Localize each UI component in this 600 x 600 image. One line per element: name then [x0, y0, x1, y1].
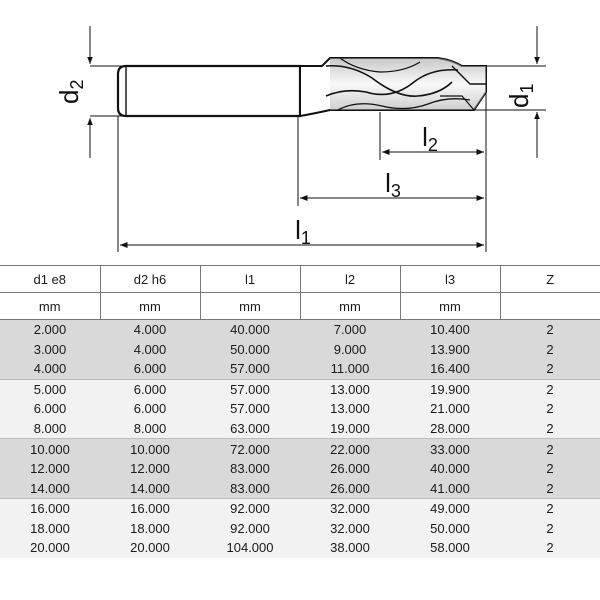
table-row [0, 359, 600, 379]
table-cell: 2 [500, 498, 600, 518]
unit-cell: mm [300, 293, 400, 320]
l3-label: l3 [385, 168, 401, 201]
table-cell: 40.000 [200, 320, 300, 340]
table-cell: 57.000 [200, 379, 300, 399]
table-cell: 26.000 [300, 459, 400, 479]
l2-label: l2 [422, 122, 438, 155]
table-cell: 50.000 [200, 340, 300, 360]
table-cell: 40.000 [400, 459, 500, 479]
d1-label: d1 [504, 83, 537, 108]
table-cell: 12.000 [0, 459, 100, 479]
table-cell: 57.000 [200, 399, 300, 419]
table-cell: 2 [500, 538, 600, 558]
table-cell: 13.000 [300, 379, 400, 399]
table-cell: 20.000 [0, 538, 100, 558]
table-cell: 2 [500, 478, 600, 498]
table-cell: 4.000 [100, 320, 200, 340]
table-cell: 3.000 [0, 340, 100, 360]
unit-cell: mm [100, 293, 200, 320]
unit-cell: mm [200, 293, 300, 320]
table-cell: 49.000 [400, 498, 500, 518]
table-cell: 2 [500, 359, 600, 379]
table-cell: 2 [500, 439, 600, 459]
table-row [0, 340, 600, 360]
table-cell: 26.000 [300, 478, 400, 498]
unit-cell: mm [0, 293, 100, 320]
table-cell: 13.000 [300, 399, 400, 419]
table-cell: 63.000 [200, 419, 300, 439]
table-cell: 18.000 [100, 518, 200, 538]
table-cell: 92.000 [200, 498, 300, 518]
table-cell: 5.000 [0, 379, 100, 399]
table-cell: 12.000 [100, 459, 200, 479]
table-row [0, 439, 600, 459]
table-cell: 14.000 [100, 478, 200, 498]
d2-dimension [54, 26, 126, 158]
header-cell: l3 [400, 266, 500, 293]
table-cell: 57.000 [200, 359, 300, 379]
table-cell: 2 [500, 379, 600, 399]
table-cell: 38.000 [300, 538, 400, 558]
table-cell: 72.000 [200, 439, 300, 459]
header-cell: l1 [200, 266, 300, 293]
end-mill-drawing [0, 0, 600, 265]
table-cell: 50.000 [400, 518, 500, 538]
table-row [0, 419, 600, 439]
table-cell: 22.000 [300, 439, 400, 459]
table-cell: 6.000 [100, 359, 200, 379]
table-cell: 2 [500, 419, 600, 439]
table-row [0, 399, 600, 419]
table-cell: 2.000 [0, 320, 100, 340]
table-cell: 2 [500, 340, 600, 360]
table-cell: 20.000 [100, 538, 200, 558]
table-cell: 6.000 [0, 399, 100, 419]
table-cell: 8.000 [100, 419, 200, 439]
table-row [0, 459, 600, 479]
table-row [0, 320, 600, 340]
table-cell: 9.000 [300, 340, 400, 360]
table-cell: 2 [500, 399, 600, 419]
table-row [0, 498, 600, 518]
header-cell: d2 h6 [100, 266, 200, 293]
table-cell: 2 [500, 320, 600, 340]
table-cell: 10.000 [100, 439, 200, 459]
table-cell: 33.000 [400, 439, 500, 459]
table-cell: 18.000 [0, 518, 100, 538]
table-row [0, 538, 600, 558]
table-row [0, 379, 600, 399]
table-cell: 32.000 [300, 518, 400, 538]
table-cell: 13.900 [400, 340, 500, 360]
spec-table [0, 265, 600, 558]
shank [118, 66, 300, 116]
table-cell: 58.000 [400, 538, 500, 558]
unit-cell: mm [400, 293, 500, 320]
table-cell: 11.000 [300, 359, 400, 379]
flute-body [300, 58, 486, 116]
table-cell: 16.400 [400, 359, 500, 379]
table-cell: 19.900 [400, 379, 500, 399]
table-cell: 2 [500, 518, 600, 538]
table-cell: 83.000 [200, 478, 300, 498]
unit-cell [500, 293, 600, 320]
header-row [0, 266, 600, 293]
d2-label: d2 [54, 79, 87, 104]
table-cell: 92.000 [200, 518, 300, 538]
l2-dimension [382, 122, 484, 155]
table-cell: 104.000 [200, 538, 300, 558]
table-cell: 2 [500, 459, 600, 479]
table-cell: 4.000 [0, 359, 100, 379]
table-cell: 16.000 [100, 498, 200, 518]
table-cell: 10.000 [0, 439, 100, 459]
table-cell: 83.000 [200, 459, 300, 479]
header-cell: l2 [300, 266, 400, 293]
l1-dimension [120, 215, 484, 248]
l3-dimension [300, 168, 484, 201]
units-row [0, 293, 600, 320]
table-cell: 21.000 [400, 399, 500, 419]
table-cell: 19.000 [300, 419, 400, 439]
table-cell: 41.000 [400, 478, 500, 498]
table-cell: 4.000 [100, 340, 200, 360]
table-cell: 28.000 [400, 419, 500, 439]
table-cell: 6.000 [100, 379, 200, 399]
table-cell: 8.000 [0, 419, 100, 439]
l1-label: l1 [295, 215, 311, 248]
table-row [0, 478, 600, 498]
table-row [0, 518, 600, 538]
table-cell: 32.000 [300, 498, 400, 518]
header-cell: Z [500, 266, 600, 293]
header-cell: d1 e8 [0, 266, 100, 293]
table-cell: 7.000 [300, 320, 400, 340]
table-cell: 14.000 [0, 478, 100, 498]
table-cell: 10.400 [400, 320, 500, 340]
table-cell: 6.000 [100, 399, 200, 419]
table-cell: 16.000 [0, 498, 100, 518]
